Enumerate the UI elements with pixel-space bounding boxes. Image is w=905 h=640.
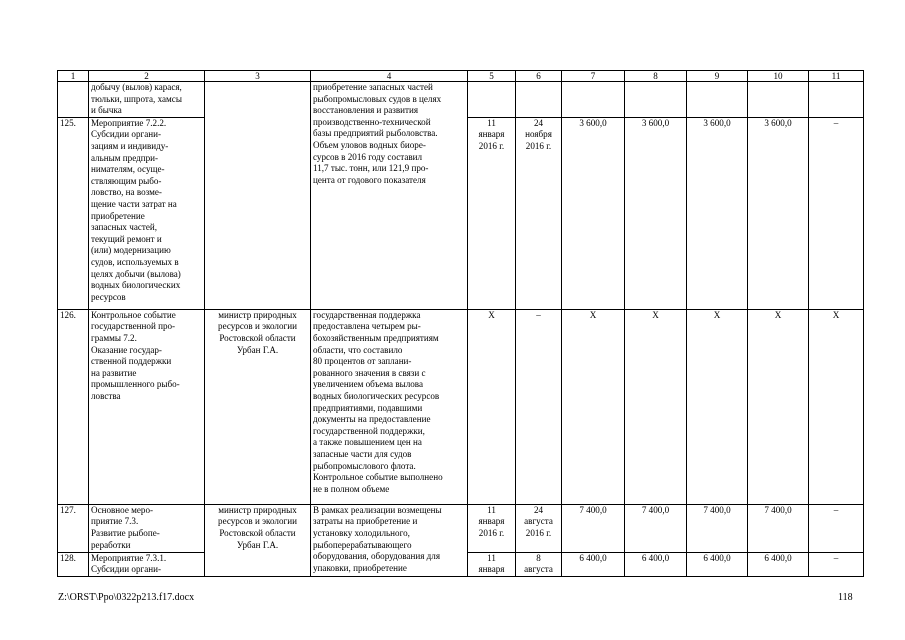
value-col8: Х (625, 309, 687, 504)
table-row (58, 309, 864, 504)
value-col11: – (809, 504, 864, 552)
plan-start-date: 11 января 2016 г. (468, 117, 516, 309)
fact-end-date: 8 августа (516, 552, 562, 576)
file-path: Z:\ORST\Ppo\0322p213.f17.docx (58, 592, 195, 603)
value-col7 (562, 82, 625, 118)
header-cell: 1 (58, 71, 89, 82)
plan-start-date: Х (468, 309, 516, 504)
value-col7: 6 400,0 (562, 552, 625, 576)
value-col11: Х (809, 309, 864, 504)
header-cell: 9 (687, 71, 748, 82)
value-col8 (625, 82, 687, 118)
header-cell: 8 (625, 71, 687, 82)
header-row (58, 71, 864, 82)
event-name: Мероприятие 7.3.1. Субсидии органи- (89, 552, 205, 576)
value-col7: 7 400,0 (562, 504, 625, 552)
value-col11: – (809, 552, 864, 576)
table-row (58, 82, 864, 118)
value-col9 (687, 82, 748, 118)
plan-start-date: 11 января (468, 552, 516, 576)
header-cell: 6 (516, 71, 562, 82)
value-col10 (748, 82, 809, 118)
value-col10: 7 400,0 (748, 504, 809, 552)
responsible-executor: министр природных ресурсов и экологии Ростовской области Урбан Г.А. (205, 504, 311, 576)
value-col10: 3 600,0 (748, 117, 809, 309)
value-col9: 6 400,0 (687, 552, 748, 576)
row-number: 126. (58, 309, 89, 504)
value-col11 (809, 82, 864, 118)
value-col9: Х (687, 309, 748, 504)
table-row (58, 504, 864, 552)
report-table (57, 70, 864, 577)
event-name: Основное меро- приятие 7.3. Развитие рыбопе- реработки (89, 504, 205, 552)
value-col9: 3 600,0 (687, 117, 748, 309)
plan-start-date (468, 82, 516, 118)
row-number (58, 82, 89, 118)
row-number: 128. (58, 552, 89, 576)
fact-end-date: 24 августа 2016 г. (516, 504, 562, 552)
value-col8: 6 400,0 (625, 552, 687, 576)
fact-end-date (516, 82, 562, 118)
event-name: Мероприятие 7.2.2. Субсидии органи- зациям и индивиду- альным предпри- нимателям, осуще- ствляющим рыбо- ловство, на возме- щение части затрат на приобретение запасных частей, текущий ремонт и (или) модернизацию судов, используемых в целях добычи (вылова) водных биологических ресурсов (89, 117, 205, 309)
header-cell: 4 (311, 71, 468, 82)
header-cell: 2 (89, 71, 205, 82)
header-cell: 11 (809, 71, 864, 82)
value-col10: Х (748, 309, 809, 504)
plan-start-date: 11 января 2016 г. (468, 504, 516, 552)
value-col8: 3 600,0 (625, 117, 687, 309)
fact-end-date: 24 ноября 2016 г. (516, 117, 562, 309)
responsible-executor: министр природных ресурсов и экологии Ростовской области Урбан Г.А. (205, 309, 311, 504)
header-cell: 3 (205, 71, 311, 82)
value-col10: 6 400,0 (748, 552, 809, 576)
value-col7: 3 600,0 (562, 117, 625, 309)
event-name: добычу (вылов) карася, тюльки, шпрота, хамсы и бычка (89, 82, 205, 118)
header-cell: 10 (748, 71, 809, 82)
value-col9: 7 400,0 (687, 504, 748, 552)
row-number: 125. (58, 117, 89, 309)
value-col8: 7 400,0 (625, 504, 687, 552)
header-cell: 5 (468, 71, 516, 82)
event-name: Контрольное событие государственной про- граммы 7.2. Оказание государ- ственной поддержки на развитие промышленного рыбо- ловства (89, 309, 205, 504)
header-cell: 7 (562, 71, 625, 82)
page-number: 118 (838, 592, 853, 603)
result-text-part2: производственно-технической базы предприятий рыболовства. Объем уловов водных биоре- сурсов в 2016 году составил 11,7 тыс. тонн, или 121,9 про- цента от годового показателя (313, 116, 438, 185)
row-number: 127. (58, 504, 89, 552)
responsible-executor (205, 82, 311, 310)
result-text: государственная поддержка предоставлена четырем ры- бохозяйственным предприятиям области, что составило 80 процентов от заплани- рованного значения в связи с увеличением объема вылова водных биологических ресурсов предприятиями, подавшими документы на предоставление государственной поддержки, а также повышением цен на запасные части для судов рыбопромыслового флота. Контрольное событие выполнено не в полном объеме (311, 309, 468, 504)
result-text-part1: приобретение запасных частей рыбопромысловых судов в целях восстановления и развития (313, 82, 442, 116)
value-col7: Х (562, 309, 625, 504)
result-text: В рамках реализации возмещены затраты на приобретение и установку холодильного, рыбоперерабатывающего оборудования, оборудования для упаковки, приобретение (311, 504, 468, 576)
result-text (311, 82, 468, 310)
fact-end-date: – (516, 309, 562, 504)
value-col11: – (809, 117, 864, 309)
